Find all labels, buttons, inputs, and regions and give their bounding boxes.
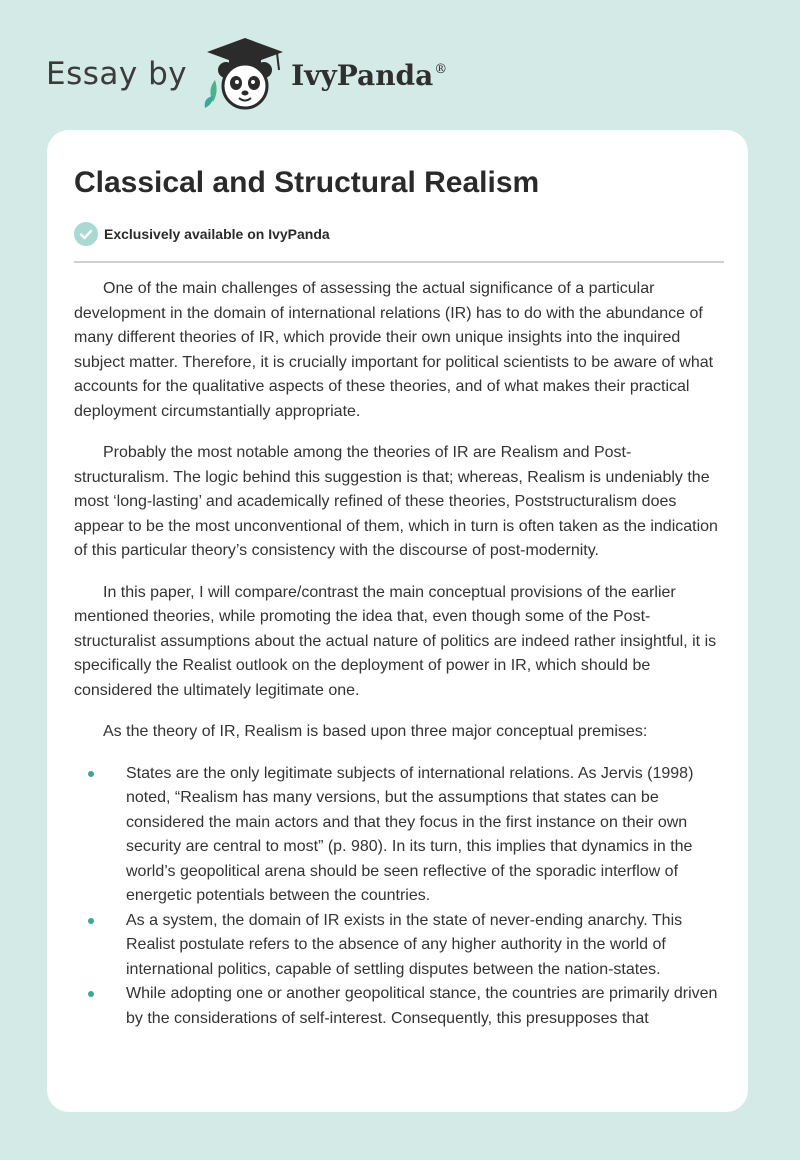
essay-body: [74, 277, 724, 1031]
exclusive-badge: [74, 222, 330, 246]
list-item: [74, 982, 724, 1031]
paragraph: In this paper, I will compare/contrast the main conceptual provisions of the earlier mentioned theories, while promoting the idea that, even though some of the Post-structuralist assumptions about the actual nature of politics are indeed rather insightful, it is specifically the Realist outlook on the deployment of power in IR, which should be considered the ultimately legitimate one.: [74, 583, 717, 699]
page-title: Classical and Structural Realism: [74, 166, 540, 199]
brand-name[interactable]: IvyPanda®: [291, 58, 448, 92]
divider: [74, 261, 724, 263]
list-item: [74, 909, 724, 983]
list-item-text: States are the only legitimate subjects of international relations. As Jervis (1998) noted, “Realism has many versions, but the assumptions that states can be considered the main actors and that they focus in the first instance on their own security are central to most” (p. 980). In its turn, this implies that dynamics in the world’s geopolitical arena should be seen reflective of the sporadic interflow of energetic potentials between the countries.: [126, 764, 694, 904]
check-circle-icon: [74, 222, 98, 246]
essay-card: [47, 130, 748, 1112]
panda-graduation-cap-icon: [199, 36, 291, 112]
list-item-text: As a system, the domain of IR exists in the state of never-ending anarchy. This Realist postulate refers to the absence of any higher authority in the world of international politics, capable of settling disputes between the nation-states.: [126, 911, 683, 978]
bullet-icon: [88, 991, 94, 997]
trademark-symbol: ®: [434, 61, 448, 77]
bullet-icon: [88, 771, 94, 777]
paragraph: One of the main challenges of assessing the actual significance of a particular development in the domain of international relations (IR) has to do with the abundance of many different theories of IR, which provide their own unique insights into the inquired subject matter. Therefore, it is crucially important for political scientists to be aware of what accounts for the qualitative aspects of these theories, and of what makes their practical deployment circumstantially appropriate.: [74, 280, 714, 420]
paragraph: As the theory of IR, Realism is based upon three major conceptual premises:: [103, 723, 648, 740]
site-header: [46, 34, 447, 114]
paragraph: Probably the most notable among the theories of IR are Realism and Post-structuralism. The logic behind this suggestion is that; whereas, Realism is undeniably the most ‘long-lasting’ and academically refined of these theories, Poststructuralism does appear to be the most unconventional of them, which in turn is often taken as the indication of this particular theory’s consistency with the discourse of post-modernity.: [74, 444, 718, 559]
list-item-text: While adopting one or another geopolitical stance, the countries are primarily driven by the considerations of self-interest. Consequently, this presupposes that: [126, 985, 718, 1027]
premises-list: [74, 762, 724, 1032]
essay-by-label: Essay by: [46, 56, 188, 92]
list-item: [74, 762, 724, 909]
bullet-icon: [88, 918, 94, 924]
exclusive-badge-label: Exclusively available on IvyPanda: [104, 226, 330, 242]
